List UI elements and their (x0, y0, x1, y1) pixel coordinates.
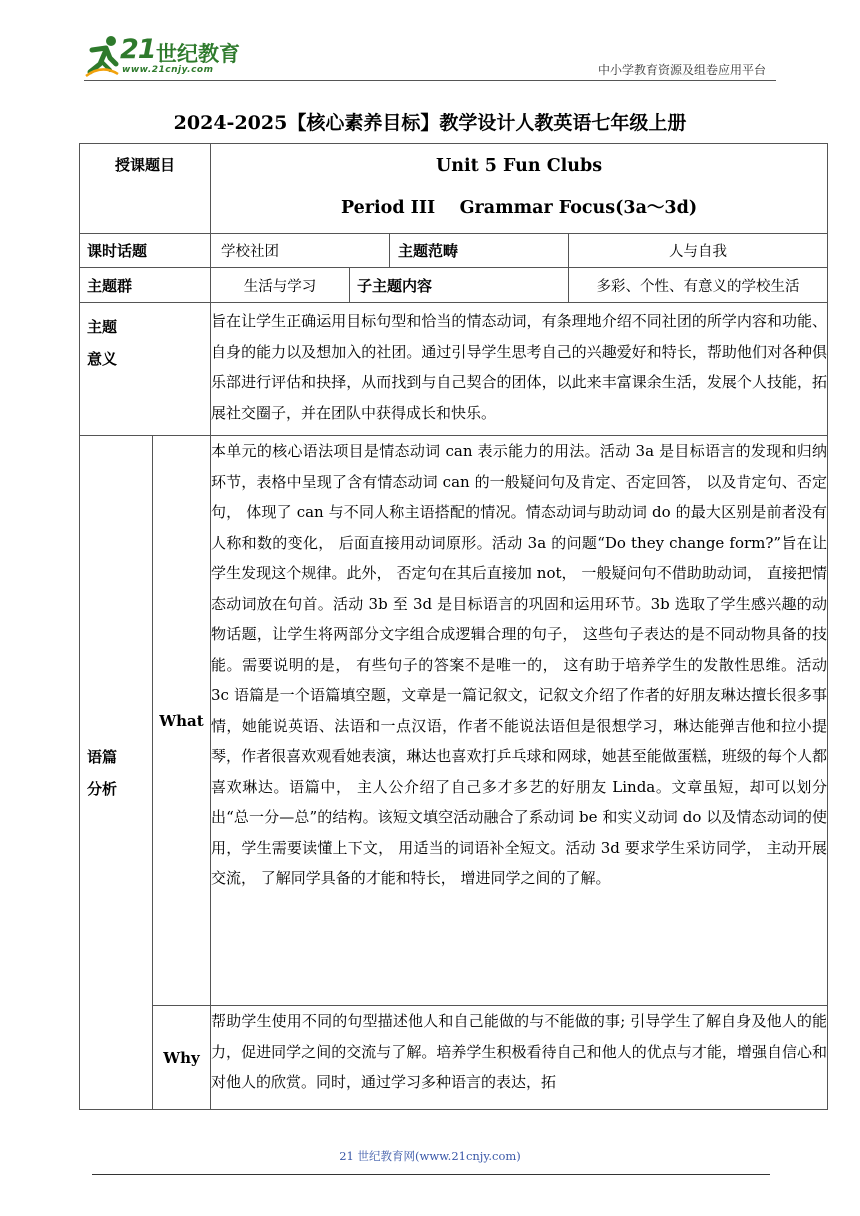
header-divider (84, 80, 776, 81)
analysis-label (80, 436, 153, 1110)
sub-theme-value: 多彩、个性、有意义的学校生活 (569, 268, 828, 303)
lesson-theme-value: 学校社团 (211, 234, 390, 268)
running-figure-icon (84, 34, 120, 78)
period-title: Period III Grammar Focus(3a～3d) (340, 198, 698, 218)
row-lesson-theme (80, 234, 828, 268)
meaning-label (80, 303, 211, 436)
lesson-theme-label: 课时话题 (80, 234, 211, 268)
unit-title: Unit 5 Fun Clubs (435, 156, 603, 176)
site-logo (84, 34, 259, 80)
theme-group-value: 生活与学习 (211, 268, 350, 303)
meaning-label-line1: 主题 (87, 318, 118, 336)
analysis-label-line2: 分析 (87, 779, 118, 798)
footer-divider (92, 1174, 770, 1175)
why-label: Why (153, 1006, 211, 1110)
row-theme-group (80, 268, 828, 303)
theme-category-value: 人与自我 (569, 234, 828, 268)
logo-url: www.21cnjy.com (122, 65, 214, 75)
analysis-label-line1: 语篇 (87, 747, 118, 766)
document-title: 2024-2025【核心素养目标】教学设计人教英语七年级上册 (173, 112, 687, 134)
lesson-plan-table (79, 143, 828, 1110)
meaning-label-line2: 意义 (87, 350, 118, 368)
platform-name: 中小学教育资源及组卷应用平台 (597, 63, 766, 77)
footer-link[interactable]: 21 世纪教育网(www.21cnjy.com) (339, 1149, 521, 1163)
what-text: 本单元的核心语法项目是情态动词 can 表示能力的用法。活动 3a 是目标语言的发现和归纳环节，表格中呈现了含有情态动词 can 的一般疑问句及肯定、否定回答， 以及肯定句、否定句， 体现了 can 与不同人称主语搭配的情况。情态动词与助动词 do 的最大区别是前者没有人称和数的变化， 后面直接用动词原形。活动 3a 的问题“Do they change form?”旨在让学生发现这个规律。此外， 否定句在其后直接加 not， 一般疑问句不借助助动词， 直接把情态动词放在句首。活动 3b 至 3d 是目标语言的巩固和运用环节。3b 选取了学生感兴趣的动物话题，让学生将两部分文字组合成逻辑合理的句子， 这些句子表达的是不同动物具备的技能。需要说明的是， 有些句子的答案不是唯一的， 这有助于培养学生的发散性思维。活动 3c 语篇是一个语篇填空题，文章是一篇记叙文，记叙文介绍了作者的好朋友琳达擅长很多事情，她能说英语、法语和一点汉语，作者不能说法语但是很想学习，琳达能弹吉他和拉小提琴，作者很喜欢观看她表演，琳达也喜欢打乒乓球和网球，她甚至能做蛋糕，班级的每个人都喜欢琳达。语篇中， 主人公介绍了自己多才多艺的好朋友 Linda。文章虽短，却可以划分出“总一分—总”的结构。该短文填空活动融合了系动词 be 和实义动词 do 以及情态动词的使用，学生需要读懂上下文， 用适当的词语补全短文。活动 3d 要求学生采访同学， 主动开展交流， 了解同学具备的才能和特长， 增进同学之间的了解。 (211, 436, 828, 1006)
row-analysis-what (80, 436, 828, 1006)
row-theme-meaning (80, 303, 828, 436)
theme-category-label: 主题范畴 (390, 234, 569, 268)
logo-text: 世纪教育 (156, 42, 240, 66)
why-text: 帮助学生使用不同的句型描述他人和自己能做的与不能做的事; 引导学生了解自身及他人的能力，促进同学之间的交流与了解。培养学生积极看待自己和他人的优点与才能，增强自信心和对他人的欣赏。同时，通过学习多种语言的表达，拓 (211, 1006, 828, 1110)
row-analysis-why (80, 1006, 828, 1110)
meaning-text: 旨在让学生正确运用目标句型和恰当的情态动词，有条理地介绍不同社团的所学内容和功能、自身的能力以及想加入的社团。通过引导学生思考自己的兴趣爱好和特长，帮助他们对各种俱乐部进行评估和抉择，从而找到与自己契合的团体，以此来丰富课余生活，发展个人技能，拓展社交圈子，并在团队中获得成长和快乐。 (211, 303, 828, 436)
theme-group-label: 主题群 (80, 268, 211, 303)
what-label: What (153, 436, 211, 1006)
sub-theme-label: 子主题内容 (350, 268, 569, 303)
topic-label: 授课题目 (80, 144, 211, 234)
topic-value (211, 144, 828, 234)
logo-number: 21 (120, 34, 156, 65)
row-lesson-topic (80, 144, 828, 234)
